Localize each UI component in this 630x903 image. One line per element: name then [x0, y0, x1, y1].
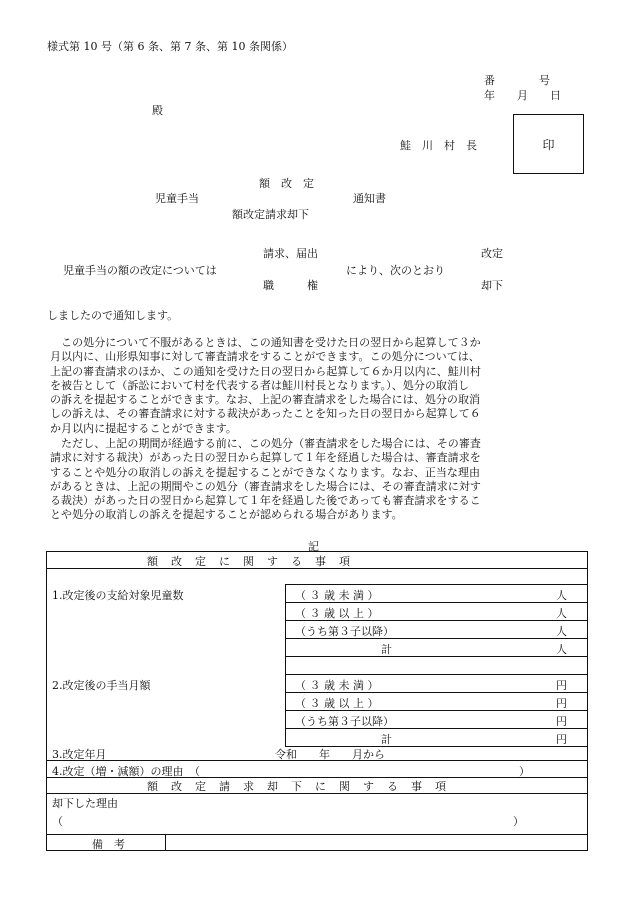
row-total-label: 計 — [381, 643, 392, 656]
reject-close-paren: ） — [513, 815, 524, 828]
document-number-label: 番 号 — [484, 74, 550, 87]
paragraph-line: 請求に対する裁決）があった日の翌日から起算して１年を経過した場合は、審査請求を — [50, 451, 481, 465]
row-unit: 人 — [556, 589, 567, 602]
row-label: （ ３ 歳 以 上 ） — [295, 607, 379, 620]
method-option-ex-officio: 職 権 — [263, 279, 318, 292]
reject-open-paren: （ — [52, 815, 63, 828]
item3-value: 令和 年 月から — [275, 748, 385, 761]
paragraph-line: 月以内に、山形県知事に対して審査請求をすることができます。この処分については、 — [50, 350, 480, 364]
table-rule — [285, 584, 286, 746]
appeal-paragraph-2 — [50, 437, 586, 523]
title-option-reject: 額改定請求却下 — [232, 208, 309, 221]
title-left: 児童手当 — [155, 192, 199, 205]
body-lead: 児童手当の額の改定については — [63, 264, 217, 277]
paragraph-line: ただし、上記の期間が経過する前に、この処分（審査請求をした場合には、その審査 — [50, 437, 481, 450]
item3-label: 3.改定年月 — [52, 748, 107, 761]
paragraph-line: することや処分の取消しの訴えを提起することができなくなります。なお、正当な理由 — [50, 465, 481, 479]
paragraph-line: とや処分の取消しの訴えを提起することが認められる場合があります。 — [50, 508, 403, 522]
row-unit: 人 — [556, 625, 567, 638]
title-right: 通知書 — [353, 192, 386, 205]
remarks-label: 備 考 — [92, 838, 125, 851]
row-label: （ ３ 歳 未 満 ） — [295, 679, 379, 692]
row-total-label: 計 — [381, 733, 392, 746]
title-option-change: 額 改 定 — [259, 177, 314, 190]
seal-label: 印 — [542, 137, 555, 152]
row-unit: 円 — [556, 697, 567, 710]
row-label: （ ３ 歳 以 上 ） — [295, 697, 379, 710]
paragraph-line: を被告として（訴訟において村を代表する者は鮭川村長となります。）、処分の取消し — [50, 378, 470, 392]
item4-close-paren: ） — [519, 765, 530, 778]
addressee-suffix: 殿 — [152, 104, 163, 117]
table-rule — [285, 584, 587, 585]
detail-table — [46, 551, 588, 851]
result-option-change: 改定 — [481, 247, 503, 260]
paragraph-line: 上記の審査請求のほか、この通知を受けた日の翌日から起算して６か月以内に、鮭川村 — [50, 364, 481, 378]
table-rule — [47, 834, 587, 835]
reject-reason-label: 却下した理由 — [52, 797, 118, 810]
paragraph-line: しの訴えは、その審査請求に対する裁決があったことを知った日の翌日から起算して６ — [50, 407, 481, 421]
ki-label: 記 — [308, 540, 319, 553]
paragraph-line: の訴えを提起することができます。なお、上記の審査請求をした場合には、処分の取消 — [50, 393, 481, 407]
row-label: （うち第３子以降） — [295, 625, 394, 638]
appeal-paragraph-1 — [50, 336, 586, 436]
seal-box — [513, 114, 584, 174]
form-number-label: 様式第 10 号（第 6 条、第 7 条、第 10 条関係） — [47, 40, 293, 53]
row-unit: 円 — [556, 679, 567, 692]
table-rule — [285, 656, 587, 657]
row-unit: 円 — [556, 733, 567, 746]
item1-label: 1.改定後の支給対象児童数 — [52, 589, 184, 602]
row-label: （ ３ 歳 未 満 ） — [295, 589, 379, 602]
date-label: 年 月 日 — [484, 89, 561, 102]
section-change-title: 額改定に関する事項 — [147, 555, 363, 568]
row-unit: 人 — [556, 643, 567, 656]
paragraph-line: この処分について不服があるときは、この通知書を受けた日の翌日から起算して３か — [50, 336, 481, 349]
paragraph-line: があるときは、上記の期間やこの処分（審査請求をした場合には、その審査請求に対す — [50, 479, 481, 493]
notice-line: しましたので通知します。 — [47, 309, 179, 322]
table-rule — [165, 834, 166, 850]
item4-label: 4.改定（増・減額）の理由 （ — [52, 765, 200, 778]
result-option-reject: 却下 — [481, 279, 503, 292]
row-unit: 円 — [556, 715, 567, 728]
method-option-request: 請求、届出 — [263, 247, 318, 260]
item2-label: 2.改定後の手当月額 — [52, 679, 151, 692]
sender-title: 鮭 川 村 長 — [400, 139, 477, 152]
section-reject-title: 額改定請求却下に関する事項 — [147, 780, 459, 793]
row-unit: 人 — [556, 607, 567, 620]
paragraph-line: る裁決）があった日の翌日から起算して１年を経過した後であっても審査請求をするこ — [50, 494, 481, 508]
paragraph-line: か月以内に提起することができます。 — [50, 421, 237, 435]
table-rule — [285, 674, 587, 675]
row-label: （うち第３子以降） — [295, 715, 394, 728]
body-mid-text: により、次のとおり — [346, 264, 445, 277]
